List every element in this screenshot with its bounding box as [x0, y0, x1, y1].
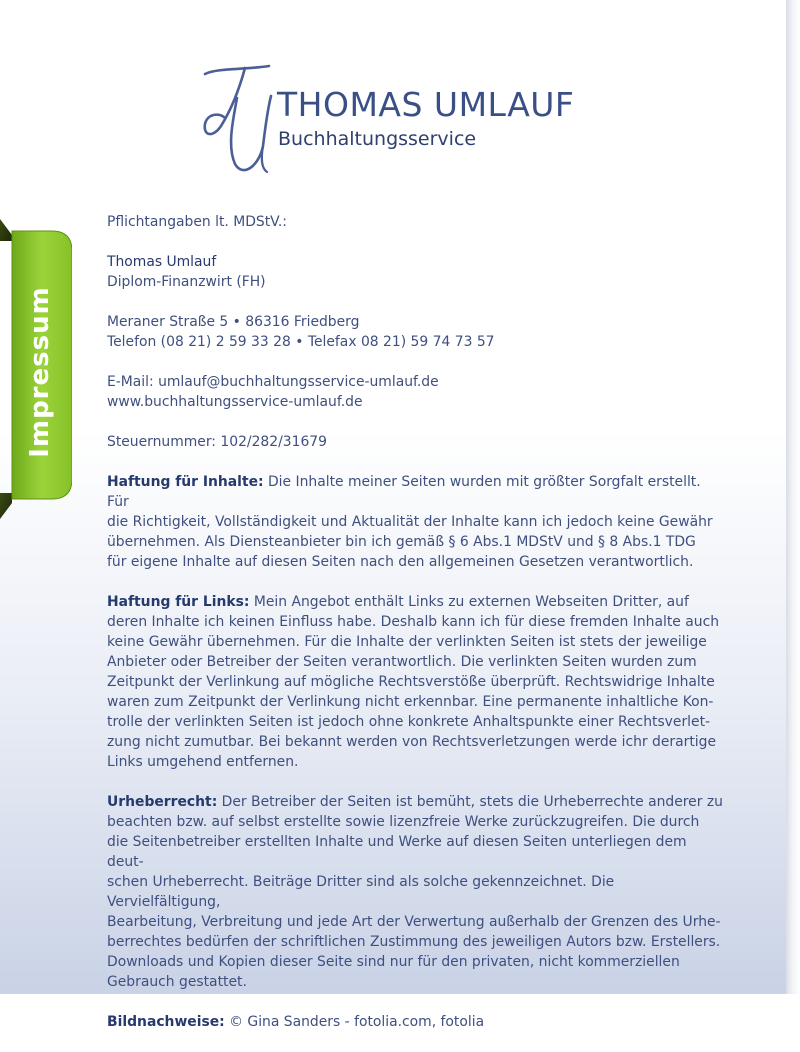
logo-name: THOMAS UMLAUF: [277, 85, 575, 124]
section-line: Der Betreiber der Seiten ist bemüht, stets die Urheberrechte anderer zu: [217, 794, 723, 810]
section-line: Anbieter oder Betreiber der Seiten verantwortlich. Die verlinkten Seiten wurden zum: [107, 654, 697, 670]
website-link[interactable]: www.buchhaltungsservice-umlauf.de: [107, 394, 363, 410]
section-heading: Haftung für Links:: [107, 594, 250, 610]
section-line: Die Inhalte meiner Seiten wurden mit größter Sorgfalt erstellt. Für: [107, 474, 701, 510]
section-line: Links umgehend entfernen.: [107, 754, 299, 770]
section-line: Mein Angebot enthält Links zu externen Webseiten Dritter, auf: [249, 594, 689, 610]
section-heading: Haftung für Inhalte:: [107, 474, 264, 490]
logo-subtitle: Buchhaltungsservice: [278, 128, 477, 150]
person-title: Diplom-Finanzwirt (FH): [107, 274, 266, 290]
email-link[interactable]: E-Mail: umlauf@buchhaltungsservice-umlauf.de: [107, 374, 439, 390]
section-line: Zeitpunkt der Verlinkung auf mögliche Rechtsverstöße überprüft. Rechtswidrige Inhalte: [107, 674, 715, 690]
section-line: beachten bzw. auf selbst erstellte sowie lizenzfreie Werke zurückzugreifen. Die durch: [107, 814, 700, 830]
address-line: Meraner Straße 5 • 86316 Friedberg: [107, 314, 360, 330]
online-contact: [107, 372, 723, 412]
section-line: © Gina Sanders - fotolia.com, fotolia: [224, 1014, 485, 1030]
section-heading: Urheberrecht:: [107, 794, 218, 810]
section-line: schen Urheberrecht. Beiträge Dritter sind als solche gekennzeichnet. Die Vervielfältigung,: [107, 874, 615, 910]
section-line: Downloads und Kopien dieser Seite sind nur für den privaten, nicht kommerziellen: [107, 954, 680, 970]
phone-line: Telefon (08 21) 2 59 33 28 • Telefax 08 21) 59 74 73 57: [107, 334, 495, 350]
contact-person: [107, 252, 723, 292]
impressum-content: [107, 212, 723, 1052]
tu-monogram-icon: [195, 60, 275, 178]
page-edge-shadow: [786, 0, 800, 994]
section-line: für eigene Inhalte auf diesen Seiten nach den allgemeinen Gesetzen verantwortlich.: [107, 554, 694, 570]
section-line: Bearbeitung, Verbreitung und jede Art der Verwertung außerhalb der Grenzen des Urhe-: [107, 914, 721, 930]
section-line: die Seitenbetreiber erstellten Inhalte und Werke auf diesen Seiten unterliegen dem deut-: [107, 834, 687, 870]
section-line: übernehmen. Als Diensteanbieter bin ich gemäß § 6 Abs.1 MDStV und § 8 Abs.1 TDG: [107, 534, 696, 550]
section-line: Gebrauch gestattet.: [107, 974, 247, 990]
section-haftung-links: [107, 592, 723, 772]
company-logo: [195, 60, 615, 180]
section-line: berrechtes bedürfen der schriftlichen Zustimmung des jeweiligen Autors bzw. Erstellers.: [107, 934, 721, 950]
section-line: die Richtigkeit, Vollständigkeit und Aktualität der Inhalte kann ich jedoch keine Gewähr: [107, 514, 713, 530]
intro-text: Pflichtangaben lt. MDStV.:: [107, 214, 287, 230]
section-line: deren Inhalte ich keinen Einfluss habe. Deshalb kann ich für diese fremden Inhalte auch: [107, 614, 720, 630]
person-name: Thomas Umlauf: [107, 254, 217, 270]
ribbon-label: Impressum: [25, 286, 55, 458]
section-bildnachweise: [107, 1012, 723, 1032]
section-urheberrecht: [107, 792, 723, 992]
address-block: [107, 312, 723, 352]
section-line: zung nicht zumutbar. Bei bekannt werden von Rechtsverletzungen werde ichr derartige: [107, 734, 717, 750]
section-line: waren zum Zeitpunkt der Verlinkung nicht erkennbar. Eine permanente inhaltliche Kon-: [107, 694, 714, 710]
section-line: keine Gewähr übernehmen. Für die Inhalte der verlinkten Seiten ist stets der jeweilige: [107, 634, 707, 650]
section-line: trolle der verlinkten Seiten ist jedoch ohne konkrete Anhaltspunkte einer Rechtsverlet-: [107, 714, 711, 730]
tax-number: Steuernummer: 102/282/31679: [107, 434, 327, 450]
section-haftung-inhalte: [107, 472, 723, 572]
section-heading: Bildnachweise:: [107, 1014, 225, 1030]
